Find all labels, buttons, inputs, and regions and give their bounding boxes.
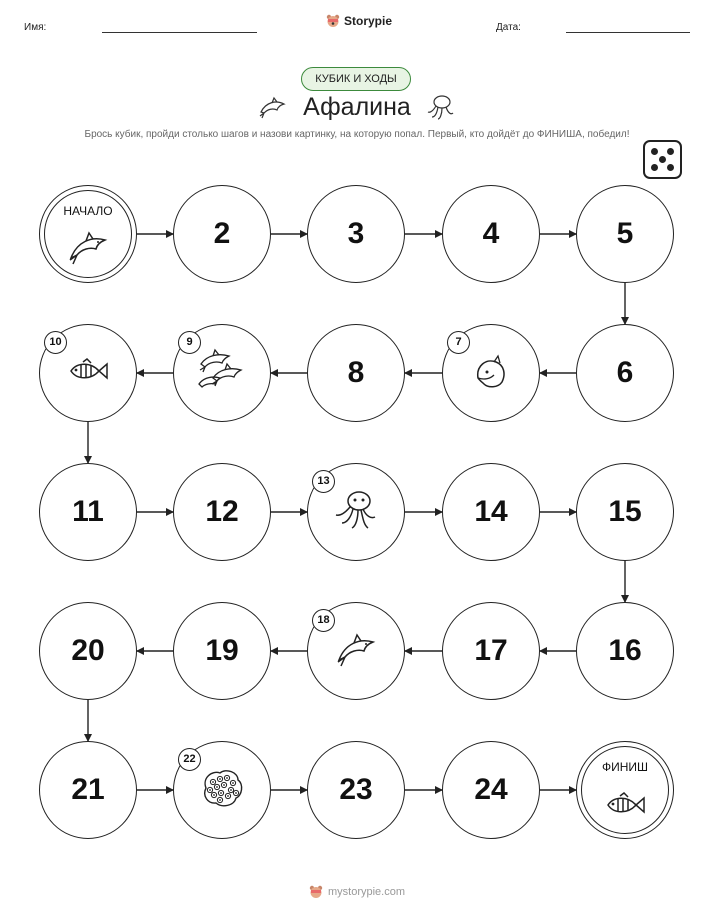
cell-number: 16 [608,634,642,667]
cell-number-badge: 22 [178,748,201,771]
cell-number-badge: 9 [178,331,201,354]
dolphin-pod-icon [195,346,249,401]
cell-number: 15 [608,495,642,528]
board-cell [39,463,137,561]
cell-number: 6 [616,356,634,389]
start-label: НАЧАЛО [63,204,113,218]
activity-badge: КУБИК И ХОДЫ [301,67,411,91]
cell-number: 20 [71,634,105,667]
cell-number: 23 [339,773,373,806]
board-cell [442,463,540,561]
board-cell [442,324,540,422]
bear-logo-icon [309,885,323,899]
board-cell [442,185,540,283]
dolphin-head-icon [468,348,514,399]
board-cell [576,602,674,700]
finish-label: ФИНИШ [601,760,649,774]
board-cell [173,324,271,422]
board-cell [173,463,271,561]
brand-name: Storypie [344,14,393,28]
board-cell [307,741,405,839]
footer [0,885,714,899]
board-cell [576,324,674,422]
fish-icon [602,790,648,825]
cell-number: 5 [616,217,634,250]
page-title: Афалина [303,93,411,121]
board-cell [307,324,405,422]
board-cell [307,185,405,283]
cell-number: 3 [347,217,365,250]
cell-number: 12 [205,495,239,528]
fish-icon [65,356,111,391]
dolphin-icon [65,224,111,275]
cell-number: 2 [213,217,231,250]
cell-number: 21 [71,773,105,806]
board-cell [576,463,674,561]
cell-number: 17 [474,634,508,667]
cell-number: 8 [347,356,365,389]
cell-number: 19 [205,634,239,667]
start-cell [39,185,137,283]
cell-number-badge: 18 [312,609,335,632]
fish-eggs-icon [198,766,246,815]
board-cell [307,602,405,700]
name-label: Имя: [24,22,47,33]
cell-number: 11 [72,495,104,528]
date-label: Дата: [496,22,521,33]
dolphin-icon [333,626,379,677]
board-cell [576,185,674,283]
board-cell [39,741,137,839]
cell-number-badge: 10 [44,331,67,354]
squid-icon [331,485,381,540]
cell-number: 4 [482,217,500,250]
cell-number: 24 [474,773,508,806]
cell-number-badge: 7 [447,331,470,354]
board-cell [173,185,271,283]
board-cell [173,741,271,839]
cell-number-badge: 13 [312,470,335,493]
board-cell [39,602,137,700]
board-cell [442,602,540,700]
board-cell [307,463,405,561]
footer-url[interactable]: mystorypie.com [327,886,406,898]
board-cell [39,324,137,422]
instructions: Брось кубик, пройди столько шагов и назови картинку, на которую попал. Первый, кто дойдёт до ФИНИША, победил! [84,129,630,140]
finish-cell [576,741,674,839]
cell-number: 14 [474,495,508,528]
board-cell [442,741,540,839]
board-cell [173,602,271,700]
